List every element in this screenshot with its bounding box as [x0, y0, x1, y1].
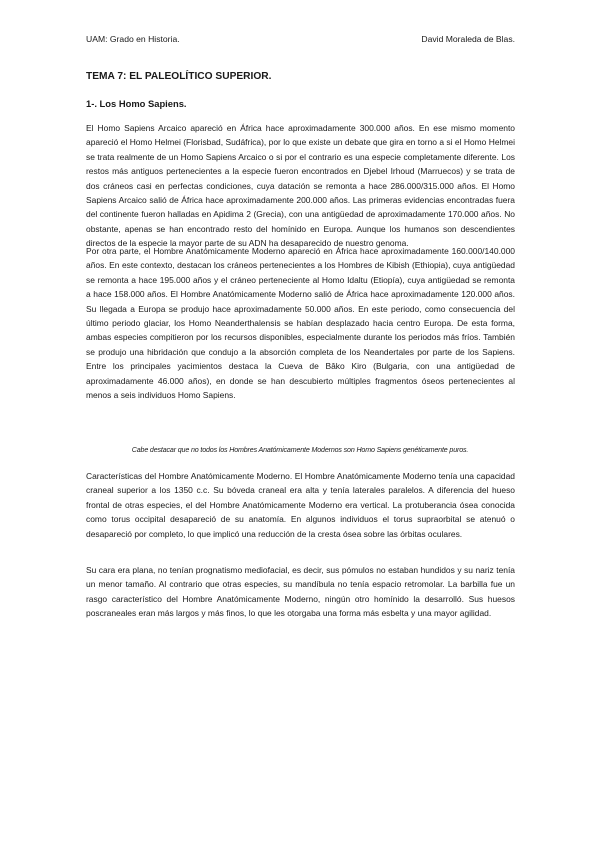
document-title: TEMA 7: EL PALEOLÍTICO SUPERIOR. — [86, 71, 272, 82]
header-author: David Moraleda de Blas. — [421, 34, 515, 44]
paragraph-caracteristicas: Características del Hombre Anatómicamente Moderno. El Hombre Anatómicamente Moderno tenía una capacidad craneal superior a los 1350 c.c. Su bóveda craneal era alta y tenía laterales paralelos. A diferencia del hueso frontal de otras especies, el del Hombre Anatómicamente Moderno era vertical. La protuberancia ósea conocida como torus occipital desapareció de su anatomía. En algunos individuos el torus supraorbital se atenuó o desapareció por completo, lo que implicó una reducción de la cresta ósea sobre las órbitas oculares. — [86, 471, 515, 539]
italic-note: Cabe destacar que no todos los Hombres Anatómicamente Modernos son Homo Sapiens genéticamente puros. — [131, 446, 469, 454]
section-heading: 1-. Los Homo Sapiens. — [86, 98, 187, 109]
paragraph-cara-y-huesos: Su cara era plana, no tenían prognatismo mediofacial, es decir, sus pómulos no estaban hundidos y su nariz tenía un menor tamaño. Al contrario que otras especies, su mandíbula no tenía espacio retromolar. La barbilla fue un rasgo característico del Hombre Anatómicamente Moderno, ningún otro homínido la desarrolló. Sus huesos poscraneales eran más largos y más finos, lo que les otorgaba una forma más esbelta y una mayor agilidad. — [86, 565, 515, 619]
paragraph-homo-sapiens-arcaico: El Homo Sapiens Arcaico apareció en África hace aproximadamente 300.000 años. En ese mismo momento apareció el Homo Helmei (Florisbad, Sudáfrica), por lo que existe un debate que gira en torno a si el Homo Helmei se trata realmente de un Homo Sapiens Arcaico o si por el contrario es una especie completamente diferente. Los restos más antiguos pertenecientes a la especie fueron encontrados en Djebel Irhoud (Marruecos) y se trata de dos cráneos casi en perfectas condiciones, cuya datación se remonta a hace 286.000/315.000 años. El Homo Sapiens Arcaico salió de África hace aproximadamente 200.000 años. Las primeras evidencias encontradas fuera del continente fueron halladas en Apidima 2 (Grecia), con una antigüedad de aproximadamente 170.000 años. No obstante, apenas se han encontrado resto del homínido en Europa. Aunque los humanos son descendientes directos de la especie la mayor parte de su ADN ha desaparecido de nuestro genoma. — [86, 123, 515, 249]
header-course: UAM: Grado en Historia. — [86, 34, 180, 44]
page-header — [86, 34, 515, 44]
paragraph-hombre-anatomicamente-moderno: Por otra parte, el Hombre Anatómicamente Moderno apareció en África hace aproximadamente 160.000/140.000 años. En este contexto, destacan los cráneos pertenecientes a los Hombres de Kibish (Ethiopia), cuya antigüedad se remonta a hace 195.000 años y el cráneo perteneciente al Homo Idaltu (Etiopía), cuya antigüedad se remonta a hace 158.000 años. El Hombre Anatómicamente Moderno salió de África hace aproximadamente 120.000 años. Su llegada a Europa se produjo hace aproximadamente 50.000 años. En este periodo, como consecuencia del último periodo glaciar, los Homo Neanderthalensis se habían desplazado hacia centro Europa. De esta forma, ambas especies compitieron por los recursos disponibles, especialmente durante los periodos más fríos. También se produjo una hibridación que condujo a la absorción completa de los Neandertales por parte de los Sapiens. Entre los principales yacimientos destaca la Cueva de Bâko Kiro (Bulgaria, con una antigüedad de aproximadamente 46.000 años), en donde se han descubierto múltiples fragmentos óseos pertenecientes al menos a seis individuos Homo Sapiens. — [86, 246, 515, 401]
